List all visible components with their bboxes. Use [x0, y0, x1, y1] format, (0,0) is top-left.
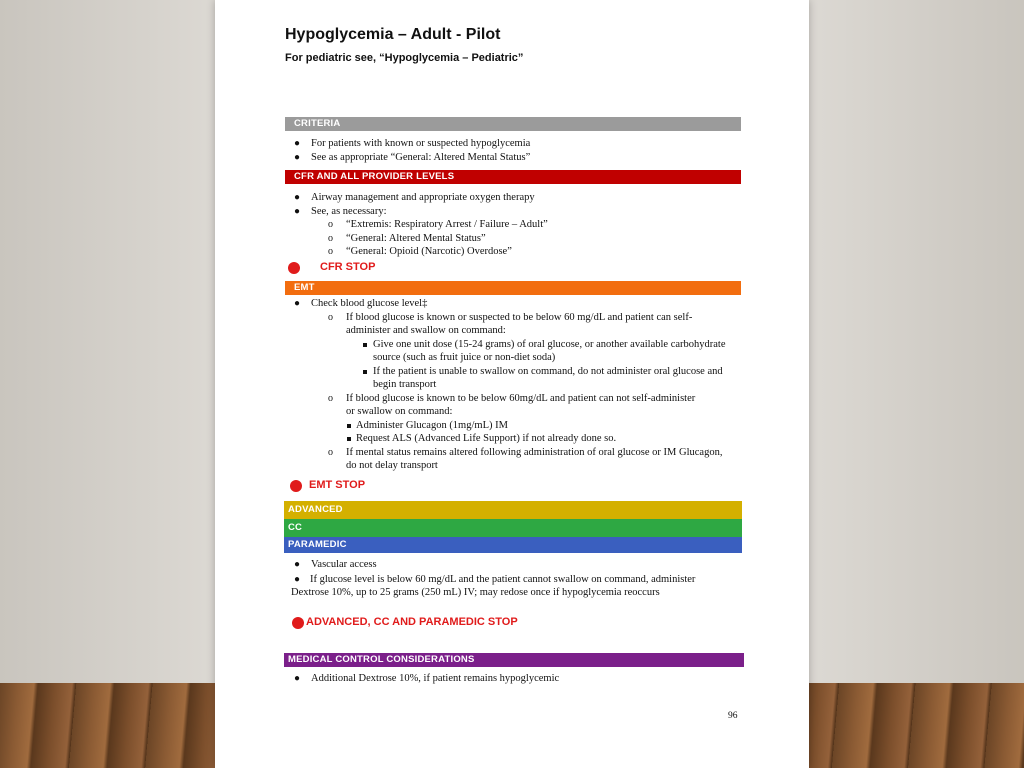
square-bullet-icon — [347, 437, 351, 441]
emt-subsubitem: If the patient is unable to swallow on command, do not administer oral glucose and begin transport — [373, 366, 723, 391]
criteria-item: See as appropriate “General: Altered Mental Status” — [311, 152, 531, 163]
page-number: 96 — [728, 711, 738, 721]
stop-dot-icon — [290, 480, 302, 492]
bullet-icon: ● — [294, 673, 301, 684]
cc-header: CC — [284, 519, 742, 537]
page-title: Hypoglycemia – Adult - Pilot — [285, 26, 501, 43]
square-bullet-icon — [347, 424, 351, 428]
emt-stop: EMT STOP — [309, 479, 366, 491]
bullet-icon: ● — [294, 152, 301, 163]
criteria-item: For patients with known or suspected hypoglycemia — [311, 138, 531, 149]
circle-bullet-icon: o — [328, 393, 333, 404]
emt-item: Check blood glucose level‡ — [311, 298, 428, 309]
advanced-stop: ADVANCED, CC AND PARAMEDIC STOP — [306, 616, 518, 628]
advanced-item: Vascular access — [311, 559, 377, 570]
bullet-icon: ● — [294, 206, 301, 217]
circle-bullet-icon: o — [328, 246, 333, 257]
emt-subsubitem: Administer Glucagon (1mg/mL) IM — [356, 420, 508, 431]
emt-subsubitem: Request ALS (Advanced Life Support) if not already done so. — [356, 433, 617, 444]
square-bullet-icon — [363, 370, 367, 374]
stop-dot-icon — [288, 262, 300, 274]
emt-header: EMT — [285, 281, 741, 295]
medical-control-item: Additional Dextrose 10%, if patient remains hypoglycemic — [311, 673, 560, 684]
circle-bullet-icon: o — [328, 219, 333, 230]
advanced-header: ADVANCED — [284, 501, 742, 519]
circle-bullet-icon: o — [328, 233, 333, 244]
circle-bullet-icon: o — [328, 312, 333, 323]
bullet-icon: ● — [294, 574, 301, 585]
medical-control-header: MEDICAL CONTROL CONSIDERATIONS — [284, 653, 744, 667]
emt-subsubitem: Give one unit dose (15-24 grams) of oral glucose, or another available carbohydrate source (such as fruit juice or non-diet soda) — [373, 339, 726, 364]
bullet-icon: ● — [294, 559, 301, 570]
cfr-subitem: “Extremis: Respiratory Arrest / Failure – Adult” — [346, 219, 548, 230]
emt-subitem: If blood glucose is known to be below 60mg/dL and patient can not self-administer or swallow on command: — [346, 393, 696, 418]
cfr-subitem: “General: Altered Mental Status” — [346, 233, 486, 244]
criteria-header: CRITERIA — [285, 117, 741, 131]
bullet-icon: ● — [294, 298, 301, 309]
cfr-item: Airway management and appropriate oxygen therapy — [311, 192, 535, 203]
bullet-icon: ● — [294, 192, 301, 203]
cfr-item: See, as necessary: — [311, 206, 387, 217]
page-subtitle: For pediatric see, “Hypoglycemia – Pediatric” — [285, 52, 524, 64]
cfr-header: CFR AND ALL PROVIDER LEVELS — [285, 170, 741, 184]
emt-subitem: If blood glucose is known or suspected to be below 60 mg/dL and patient can self-administer and swallow on command: — [346, 312, 693, 337]
paramedic-header: PARAMEDIC — [284, 537, 742, 553]
emt-subitem: If mental status remains altered following administration of oral glucose or IM Glucagon, do not delay transport — [346, 447, 723, 472]
advanced-item: If glucose level is below 60 mg/dL and the patient cannot swallow on command, administer Dextrose 10%, up to 25 grams (250 mL) IV; may redose once if hypoglycemia reoccurs — [291, 574, 696, 599]
circle-bullet-icon: o — [328, 447, 333, 458]
document-page — [215, 0, 809, 768]
stop-dot-icon — [292, 617, 304, 629]
square-bullet-icon — [363, 343, 367, 347]
cfr-subitem: “General: Opioid (Narcotic) Overdose” — [346, 246, 512, 257]
cfr-stop: CFR STOP — [320, 261, 376, 273]
bullet-icon: ● — [294, 138, 301, 149]
